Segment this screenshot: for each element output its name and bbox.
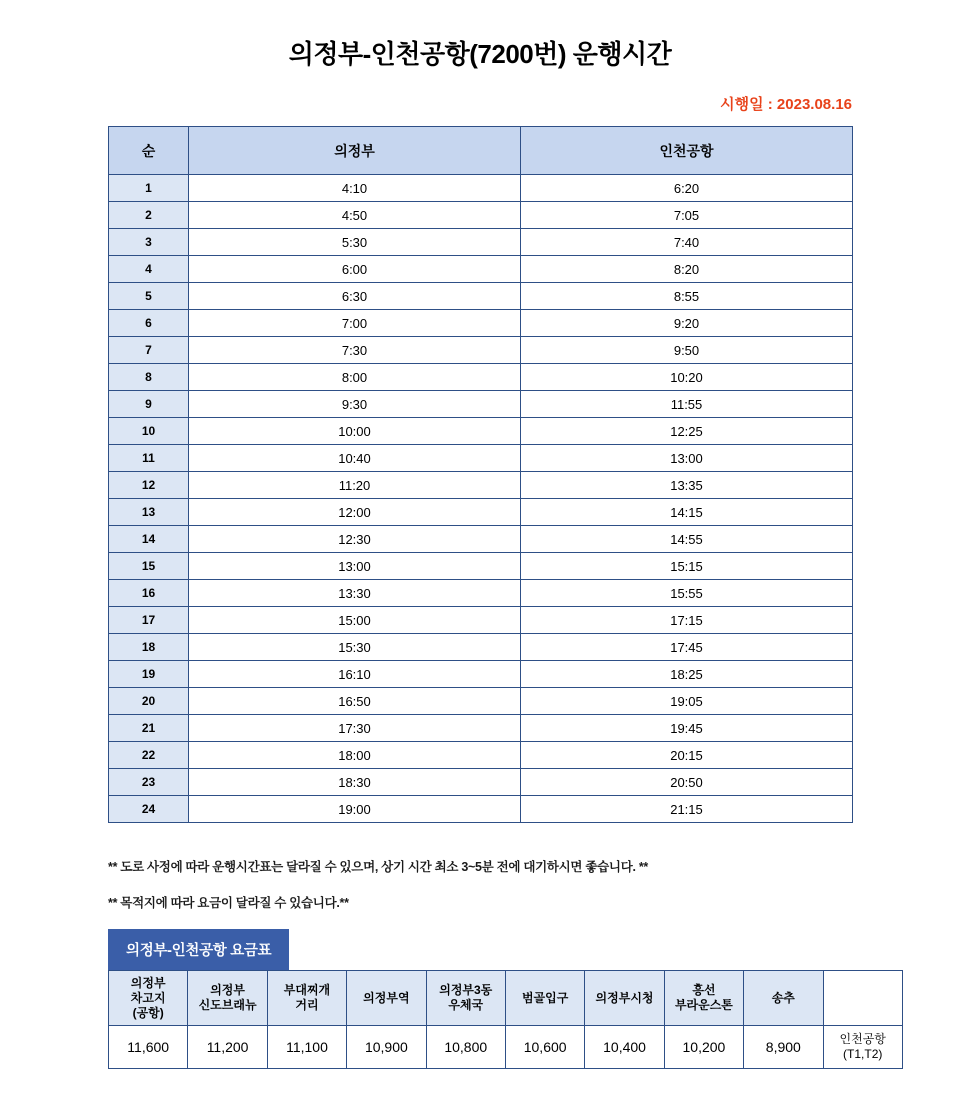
table-row [109, 499, 853, 526]
column-header-seq: 순 [109, 127, 189, 175]
page-title: 의정부-인천공항(7200번) 운행시간 [288, 39, 672, 69]
effective-date: 시행일 : 2023.08.16 [720, 96, 852, 113]
fare-stop-name-line: 의정부 [210, 983, 245, 997]
cell-departure-time: 6:00 [189, 256, 521, 283]
cell-departure-time: 12:00 [189, 499, 521, 526]
cell-departure-time: 19:00 [189, 796, 521, 823]
cell-departure-time: 9:30 [189, 391, 521, 418]
cell-departure-time: 16:10 [189, 661, 521, 688]
fare-stop-header [744, 971, 823, 1026]
cell-departure-time: 10:40 [189, 445, 521, 472]
column-header-incheon-airport: 인천공항 [521, 127, 853, 175]
table-row [109, 769, 853, 796]
fare-table [108, 970, 903, 1069]
cell-arrival-time: 21:15 [521, 796, 853, 823]
cell-departure-time: 7:30 [189, 337, 521, 364]
fare-amount: 10,800 [426, 1026, 505, 1069]
fare-table-title: 의정부-인천공항 요금표 [108, 929, 289, 970]
cell-arrival-time: 20:15 [521, 742, 853, 769]
cell-sequence: 14 [109, 526, 189, 553]
fare-table-header [109, 971, 903, 1026]
fare-stop-name-line: 부라운스톤 [674, 998, 733, 1012]
column-header-uijeongbu: 의정부 [189, 127, 521, 175]
cell-arrival-time: 15:15 [521, 553, 853, 580]
fare-stop-name-line: 신도브래뉴 [198, 998, 257, 1012]
fare-destination-cell [823, 1026, 902, 1069]
cell-arrival-time: 17:15 [521, 607, 853, 634]
cell-arrival-time: 19:05 [521, 688, 853, 715]
fare-stop-header [267, 971, 346, 1026]
table-row [109, 553, 853, 580]
cell-sequence: 4 [109, 256, 189, 283]
timetable-header [109, 127, 853, 175]
cell-departure-time: 6:30 [189, 283, 521, 310]
cell-arrival-time: 17:45 [521, 634, 853, 661]
fare-amount: 8,900 [744, 1026, 823, 1069]
fare-header-blank [823, 971, 902, 1026]
note-fare-varies: ** 목적지에 따라 요금이 달라질 수 있습니다.** [108, 896, 349, 910]
cell-departure-time: 4:50 [189, 202, 521, 229]
cell-sequence: 10 [109, 418, 189, 445]
fare-destination-line: (T1,T2) [843, 1047, 883, 1061]
timetable-body [109, 175, 853, 823]
fare-stop-name-line: 부대찌개 [283, 983, 331, 997]
fare-amount: 10,900 [347, 1026, 426, 1069]
fare-destination-line: 인천공항 [839, 1032, 886, 1046]
table-row [109, 742, 853, 769]
fare-stop-name-line: 의정부시청 [595, 990, 654, 1005]
timetable-container [108, 126, 852, 823]
notes-block [108, 857, 960, 911]
cell-sequence: 19 [109, 661, 189, 688]
cell-arrival-time: 14:55 [521, 526, 853, 553]
cell-departure-time: 10:00 [189, 418, 521, 445]
fare-amount: 10,600 [505, 1026, 584, 1069]
timetable-header-row [109, 127, 853, 175]
fare-stop-name-line: (공항) [132, 1005, 164, 1020]
fare-amount: 10,400 [585, 1026, 664, 1069]
table-row [109, 175, 853, 202]
fare-stop-header [664, 971, 743, 1026]
cell-sequence: 20 [109, 688, 189, 715]
cell-sequence: 23 [109, 769, 189, 796]
cell-arrival-time: 7:05 [521, 202, 853, 229]
table-row [109, 688, 853, 715]
fare-stop-name-line: 의정부3동 [439, 983, 493, 997]
fare-stop-header [505, 971, 584, 1026]
fare-stop-header [109, 971, 188, 1026]
fare-stop-header [585, 971, 664, 1026]
fare-stop-header [188, 971, 267, 1026]
cell-arrival-time: 15:55 [521, 580, 853, 607]
cell-sequence: 11 [109, 445, 189, 472]
cell-sequence: 5 [109, 283, 189, 310]
cell-departure-time: 12:30 [189, 526, 521, 553]
cell-arrival-time: 6:20 [521, 175, 853, 202]
fare-stop-name-line: 의정부역 [363, 990, 410, 1005]
cell-departure-time: 5:30 [189, 229, 521, 256]
cell-sequence: 1 [109, 175, 189, 202]
table-row [109, 445, 853, 472]
table-row [109, 391, 853, 418]
fare-amount: 11,200 [188, 1026, 267, 1069]
cell-arrival-time: 12:25 [521, 418, 853, 445]
cell-departure-time: 11:20 [189, 472, 521, 499]
fare-stop-name-line: 의정부 [130, 975, 166, 990]
cell-arrival-time: 19:45 [521, 715, 853, 742]
cell-sequence: 7 [109, 337, 189, 364]
cell-departure-time: 18:30 [189, 769, 521, 796]
cell-arrival-time: 14:15 [521, 499, 853, 526]
cell-arrival-time: 13:00 [521, 445, 853, 472]
cell-arrival-time: 18:25 [521, 661, 853, 688]
document-page [0, 34, 960, 1116]
table-row [109, 418, 853, 445]
fare-table-body [109, 1026, 903, 1069]
table-row [109, 661, 853, 688]
cell-sequence: 18 [109, 634, 189, 661]
cell-sequence: 24 [109, 796, 189, 823]
cell-departure-time: 15:30 [189, 634, 521, 661]
cell-departure-time: 18:00 [189, 742, 521, 769]
cell-sequence: 3 [109, 229, 189, 256]
fare-amount: 11,600 [109, 1026, 188, 1069]
cell-sequence: 12 [109, 472, 189, 499]
table-row [109, 310, 853, 337]
cell-sequence: 21 [109, 715, 189, 742]
fare-stop-name-line: 송추 [771, 990, 795, 1005]
table-row [109, 715, 853, 742]
cell-sequence: 22 [109, 742, 189, 769]
cell-arrival-time: 13:35 [521, 472, 853, 499]
cell-arrival-time: 8:55 [521, 283, 853, 310]
table-row [109, 337, 853, 364]
cell-sequence: 9 [109, 391, 189, 418]
cell-departure-time: 7:00 [189, 310, 521, 337]
bus-timetable [108, 126, 853, 823]
cell-departure-time: 15:00 [189, 607, 521, 634]
fare-header-row [109, 971, 903, 1026]
cell-departure-time: 13:30 [189, 580, 521, 607]
fare-stop-header [426, 971, 505, 1026]
fare-stop-header [347, 971, 426, 1026]
cell-departure-time: 17:30 [189, 715, 521, 742]
cell-departure-time: 16:50 [189, 688, 521, 715]
cell-arrival-time: 9:50 [521, 337, 853, 364]
cell-sequence: 13 [109, 499, 189, 526]
cell-sequence: 2 [109, 202, 189, 229]
cell-sequence: 8 [109, 364, 189, 391]
fare-stop-name-line: 흥선 [692, 983, 716, 997]
cell-arrival-time: 10:20 [521, 364, 853, 391]
cell-arrival-time: 9:20 [521, 310, 853, 337]
cell-sequence: 16 [109, 580, 189, 607]
table-row [109, 229, 853, 256]
fare-amount: 10,200 [664, 1026, 743, 1069]
table-row [109, 607, 853, 634]
fare-stop-name-line: 거리 [295, 998, 319, 1012]
fare-value-row [109, 1026, 903, 1069]
note-road-conditions: ** 도로 사정에 따라 운행시간표는 달라질 수 있으며, 상기 시간 최소 3~5분 전에 대기하시면 좋습니다. ** [108, 860, 648, 874]
table-row [109, 472, 853, 499]
cell-departure-time: 8:00 [189, 364, 521, 391]
cell-sequence: 15 [109, 553, 189, 580]
table-row [109, 526, 853, 553]
cell-arrival-time: 7:40 [521, 229, 853, 256]
table-row [109, 364, 853, 391]
fare-stop-name-line: 범골입구 [521, 990, 569, 1005]
cell-departure-time: 4:10 [189, 175, 521, 202]
table-row [109, 283, 853, 310]
table-row [109, 796, 853, 823]
fare-stop-name-line: 우체국 [448, 998, 484, 1012]
cell-sequence: 6 [109, 310, 189, 337]
table-row [109, 202, 853, 229]
fare-section [108, 929, 886, 1069]
table-row [109, 634, 853, 661]
cell-arrival-time: 20:50 [521, 769, 853, 796]
cell-arrival-time: 11:55 [521, 391, 853, 418]
fare-stop-name-line: 차고지 [130, 990, 166, 1005]
cell-sequence: 17 [109, 607, 189, 634]
fare-amount: 11,100 [267, 1026, 346, 1069]
cell-departure-time: 13:00 [189, 553, 521, 580]
cell-arrival-time: 8:20 [521, 256, 853, 283]
table-row [109, 256, 853, 283]
table-row [109, 580, 853, 607]
